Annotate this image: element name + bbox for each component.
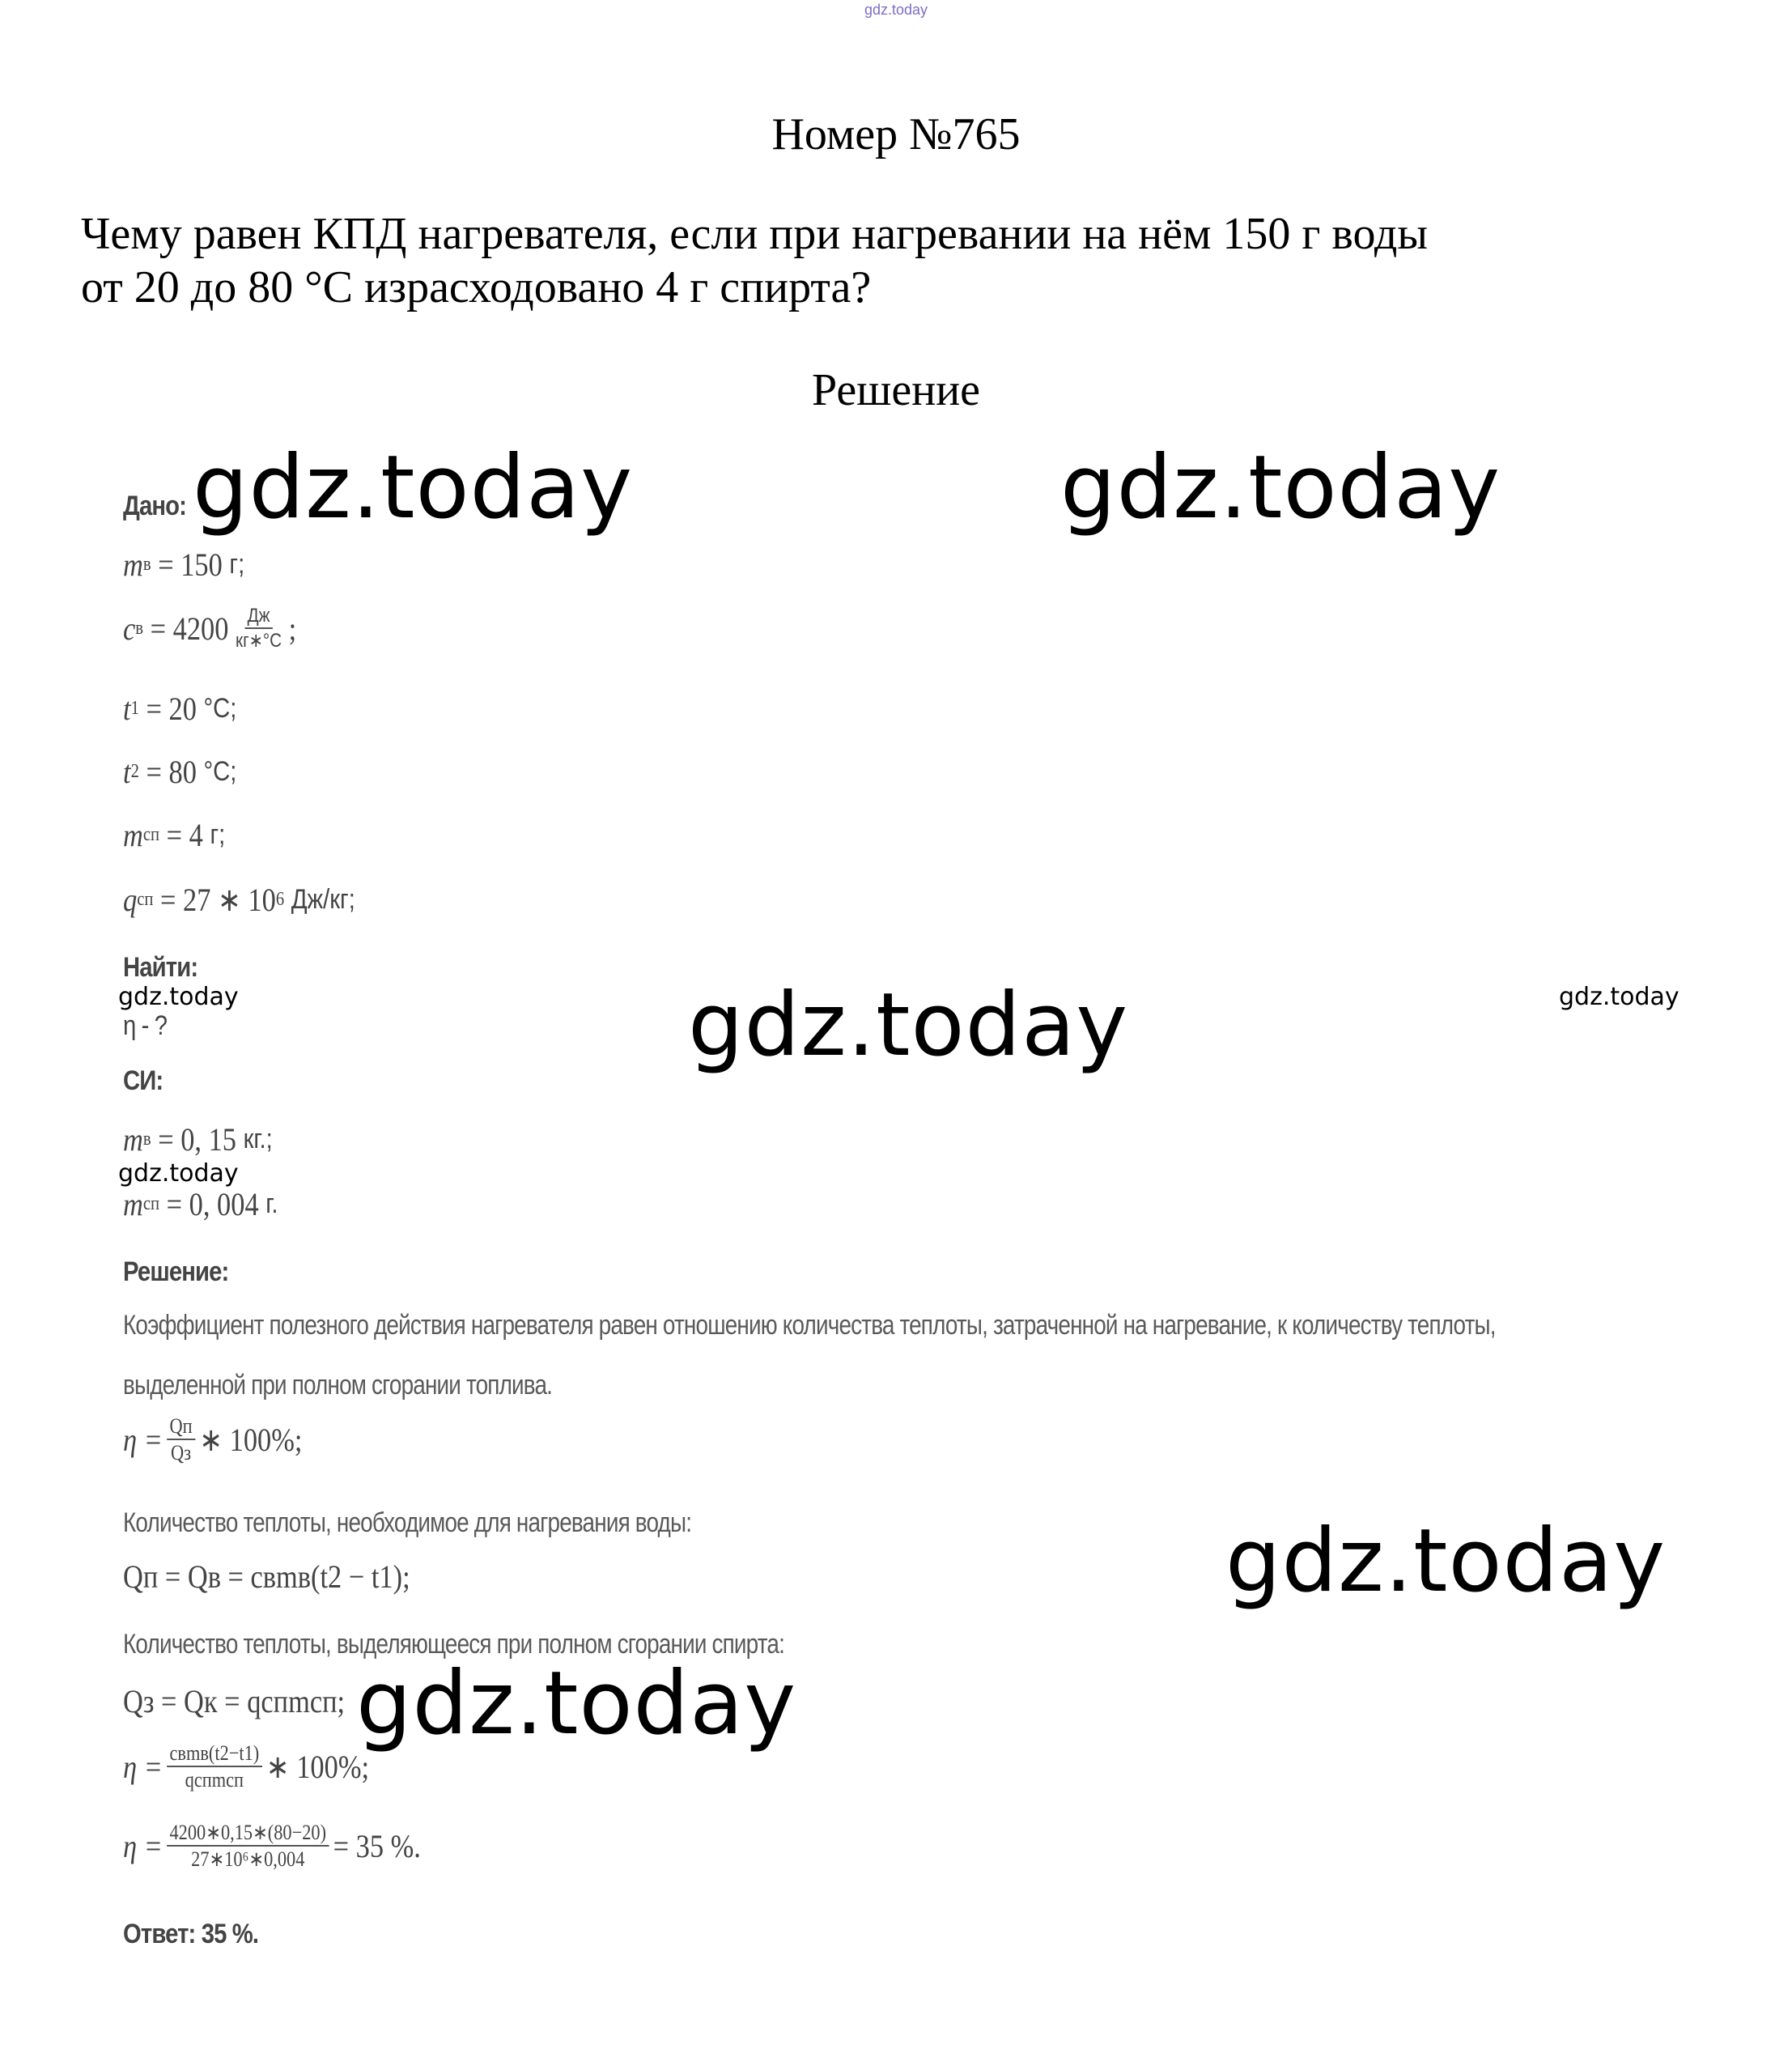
tail: ∗ 100%;: [199, 1421, 303, 1458]
tail: ;: [288, 610, 297, 647]
unit: °C;: [203, 693, 237, 724]
unit: г;: [229, 549, 245, 580]
spent-heat-formula: Qз = Qк = qспmсп;: [123, 1683, 346, 1719]
watermark: gdz.today: [1060, 437, 1501, 538]
subscript: сп: [142, 1193, 160, 1214]
problem-line-1: Чему равен КПД нагревателя, если при нагревании на нём 150 г воды: [81, 209, 1428, 259]
given-mass-alcohol: [123, 816, 225, 854]
watermark: gdz.today: [193, 437, 634, 538]
numerator: cвmв(t2−t1): [167, 1742, 262, 1767]
symbol: c: [123, 610, 136, 647]
find-label: Найти:: [123, 952, 198, 983]
subscript: 2: [130, 761, 139, 782]
value: = 150: [158, 546, 223, 583]
subscript: сп: [137, 889, 154, 910]
unit: г.: [265, 1188, 278, 1219]
numerator: Qп: [167, 1415, 195, 1440]
given-t1: [123, 690, 236, 728]
efficiency-numeric-formula: [123, 1821, 421, 1871]
lhs: η =: [123, 1748, 163, 1785]
unit-denominator: кг∗°C: [236, 630, 282, 652]
given-mass-water: [123, 546, 244, 584]
symbol: m: [123, 1121, 143, 1158]
value: = 4: [166, 817, 203, 853]
given-specific-heat: [123, 606, 296, 651]
watermark: gdz.today: [688, 975, 1129, 1076]
page-title: Номер №765: [771, 109, 1021, 159]
fraction: [167, 1415, 195, 1464]
symbol: t: [123, 691, 131, 727]
subscript: в: [142, 554, 151, 575]
tail: ∗ 100%;: [265, 1748, 370, 1785]
denominator: 27∗10⁶∗0,004: [191, 1847, 305, 1872]
value: = 20: [146, 691, 197, 727]
watermark: gdz.today: [118, 983, 239, 1011]
unit-fraction: [233, 606, 285, 651]
subscript: сп: [142, 824, 160, 845]
watermark: gdz.today: [1559, 983, 1679, 1011]
solution-label: Решение:: [123, 1256, 229, 1287]
symbol: m: [123, 1186, 143, 1222]
value: = 80: [146, 754, 197, 790]
unit: г;: [210, 819, 226, 850]
site-mark: gdz.today: [864, 2, 928, 18]
value: = 27 ∗ 10: [160, 882, 276, 918]
symbol: q: [123, 882, 138, 918]
denominator: Qз: [171, 1441, 192, 1465]
answer-label: Ответ: 35 %.: [123, 1919, 259, 1949]
given-label: Дано:: [123, 491, 187, 521]
value: = 0, 004: [166, 1186, 259, 1222]
solution-paragraph-3: Количество теплоты, необходимое для нагревания воды:: [123, 1507, 692, 1538]
given-t2: [123, 753, 236, 791]
solution-paragraph-1: Коэффициент полезного действия нагревателя равен отношению количества теплоты, затраченной на нагревание, к количеству теплоты,: [123, 1310, 1496, 1341]
tail: = 35 %.: [333, 1827, 421, 1864]
unit: °C;: [203, 756, 237, 787]
efficiency-definition-formula: [123, 1415, 302, 1464]
unit-numerator: Дж: [244, 606, 273, 629]
fraction: [167, 1742, 262, 1792]
subscript: в: [142, 1129, 151, 1150]
si-mass-alcohol: [123, 1185, 278, 1223]
solution-paragraph-4: Количество теплоты, выделяющееся при полном сгорании спирта:: [123, 1629, 785, 1660]
exponent: 6: [275, 889, 285, 910]
watermark: gdz.today: [356, 1653, 797, 1754]
si-mass-water: [123, 1120, 273, 1158]
symbol: t: [123, 754, 131, 790]
given-heat-of-combustion: [123, 881, 355, 919]
fraction: [167, 1821, 329, 1871]
useful-heat-formula: Qп = Qв = cвmв(t2 − t1);: [123, 1558, 410, 1595]
symbol: m: [123, 546, 143, 583]
watermark: gdz.today: [1225, 1511, 1667, 1612]
unit: кг.;: [243, 1124, 273, 1154]
unit: Дж/кг;: [291, 884, 355, 915]
si-label: СИ:: [123, 1065, 163, 1096]
lhs: η =: [123, 1827, 163, 1864]
symbol: m: [123, 817, 143, 853]
denominator: qспmсп: [185, 1768, 244, 1792]
numerator: 4200∗0,15∗(80−20): [167, 1821, 329, 1847]
find-item: η - ?: [123, 1010, 168, 1041]
watermark: gdz.today: [118, 1159, 239, 1188]
lhs: η =: [123, 1421, 163, 1458]
value: = 4200: [150, 610, 229, 647]
solution-heading: Решение: [811, 365, 981, 415]
problem-line-2: от 20 до 80 °С израсходовано 4 г спирта?: [81, 262, 872, 312]
efficiency-general-formula: [123, 1742, 369, 1792]
solution-paragraph-2: выделенной при полном сгорании топлива.: [123, 1370, 553, 1401]
subscript: в: [135, 617, 144, 639]
value: = 0, 15: [158, 1121, 237, 1158]
problem-statement: [81, 207, 1700, 314]
subscript: 1: [130, 698, 139, 719]
